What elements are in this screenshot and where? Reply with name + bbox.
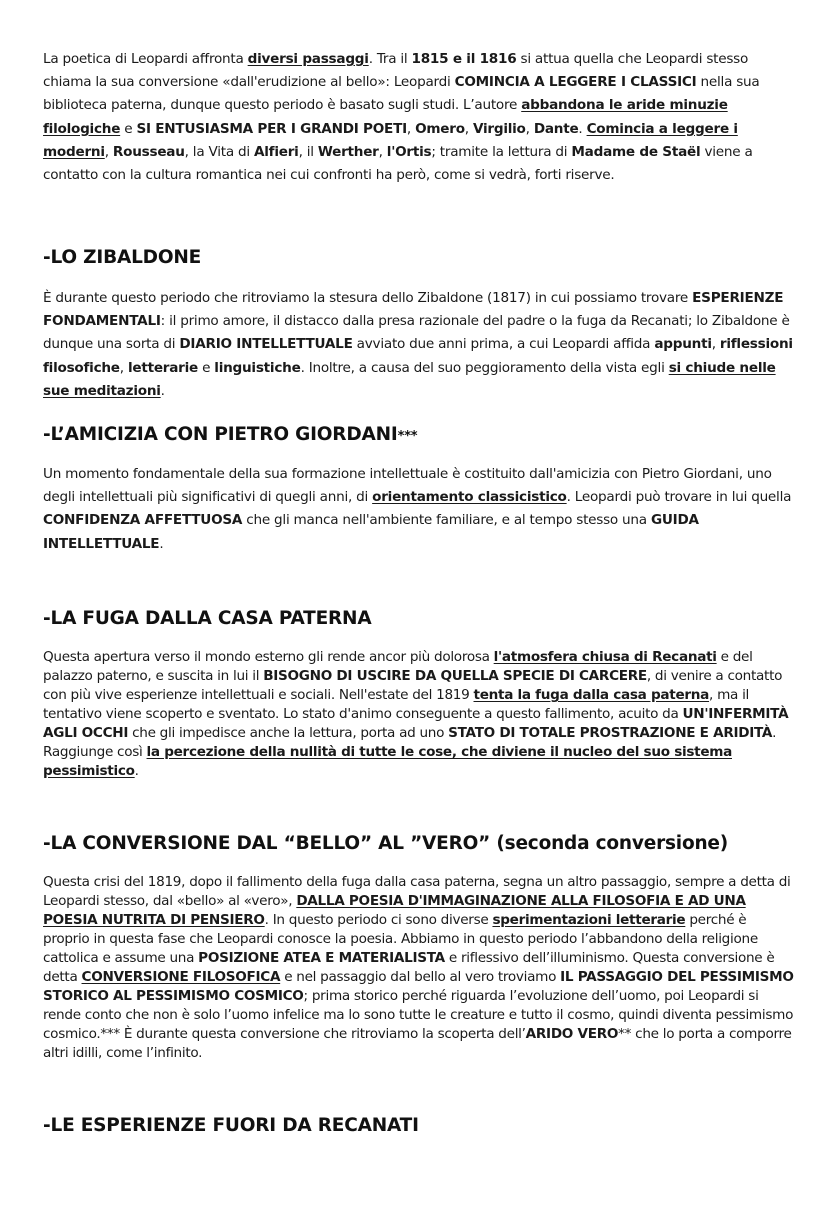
heading-fuga: -LA FUGA DALLA CASA PATERNA: [43, 608, 372, 629]
zibaldone-paragraph: È durante questo periodo che ritroviamo la stesura dello Zibaldone (1817) in cui possiamo trovare ESPERIENZE FONDAMENTALI: il primo amore, il distacco dalla presa razionale del padre o la fuga da Recanati; lo Zibaldone è dunque una sorta di DIARIO INTELLETTUALE avviato due anni prima, a cui Leopardi affida appunti, riflessioni filosofiche, letterarie e linguistiche. Inoltre, a causa del suo peggioramento della vista egli si chiude nelle sue meditazioni.: [43, 290, 793, 399]
conversione-paragraph: Questa crisi del 1819, dopo il fallimento della fuga dalla casa paterna, segna un altro passaggio, sempre a detta di Leopardi stesso, dal «bello» al «vero», DALLA POESIA D'IMMAGINAZIONE ALLA FILOSOFIA E AD UNA POESIA NUTRITA DI PENSIERO. In questo periodo ci sono diverse sperimentazioni letterarie perché è proprio in questa fase che Leopardi conosce la poesia. Abbiamo in questo periodo l’abbandono della religione cattolica e assume una POSIZIONE ATEA E MATERIALISTA e riflessivo dell’illuminismo. Questa conversione è detta CONVERSIONE FILOSOFICA e nel passaggio dal bello al vero troviamo IL PASSAGGIO DEL PESSIMISMO STORICO AL PESSIMISMO COSMICO; prima storico perché riguarda l’evoluzione dell’uomo, poi Leopardi si rende conto che non è solo l’uomo infelice ma lo sono tutte le creature e tutto il cosmo, quindi diventa pessimismo cosmico.*** È durante questa conversione che ritroviamo la scoperta dell’ARIDO VERO** che lo porta a comporre altri idilli, come l’infinito.: [43, 874, 794, 1061]
heading-giordani: -L’AMICIZIA CON PIETRO GIORDANI***: [43, 424, 418, 445]
intro-paragraph: La poetica di Leopardi affronta diversi passaggi. Tra il 1815 e il 1816 si attua quella che Leopardi stesso chiama la sua conversione «dall'erudizione al bello»: Leopardi COMINCIA A LEGGERE I CLASSICI nella sua biblioteca paterna, dunque questo periodo è basato sugli studi. L’autore abbandona le aride minuzie filologiche e SI ENTUSIASMA PER I GRANDI POETI, Omero, Virgilio, Dante. Comincia a leggere i moderni, Rousseau, la Vita di Alfieri, il Werther, l'Ortis; tramite la lettura di Madame de Staël viene a contatto con la cultura romantica nei cui confronti ha però, come si vedrà, forti riserve.: [43, 51, 760, 184]
fuga-paragraph: Questa apertura verso il mondo esterno gli rende ancor più dolorosa l'atmosfera chiusa di Recanati e del palazzo paterno, e suscita in lui il BISOGNO DI USCIRE DA QUELLA SPECIE DI CARCERE, di venire a contatto con più vive esperienze intellettuali e sociali. Nell'estate del 1819 tenta la fuga dalla casa paterna, ma il tentativo viene scoperto e sventato. Lo stato d'animo conseguente a questo fallimento, acuito da UN'INFERMITÀ AGLI OCCHI che gli impedisce anche la lettura, porta ad uno STATO DI TOTALE PROSTRAZIONE E ARIDITÀ. Raggiunge così la percezione della nullità di tutte le cose, che diviene il nucleo del suo sistema pessimistico.: [43, 649, 789, 779]
giordani-paragraph: Un momento fondamentale della sua formazione intellettuale è costituito dall'amicizia con Pietro Giordani, uno degli intellettuali più significativi di quegli anni, di orientamento classicistico. Leopardi può trovare in lui quella CONFIDENZA AFFETTUOSA che gli manca nell'ambiente familiare, e al tempo stesso una GUIDA INTELLETTUALE.: [43, 466, 792, 552]
heading-zibaldone: -LO ZIBALDONE: [43, 247, 202, 268]
heading-asterisks: ***: [397, 429, 418, 444]
heading-esperienze: -LE ESPERIENZE FUORI DA RECANATI: [43, 1115, 419, 1136]
heading-conversione: -LA CONVERSIONE DAL “BELLO” AL ”VERO” (seconda conversione): [43, 833, 729, 854]
